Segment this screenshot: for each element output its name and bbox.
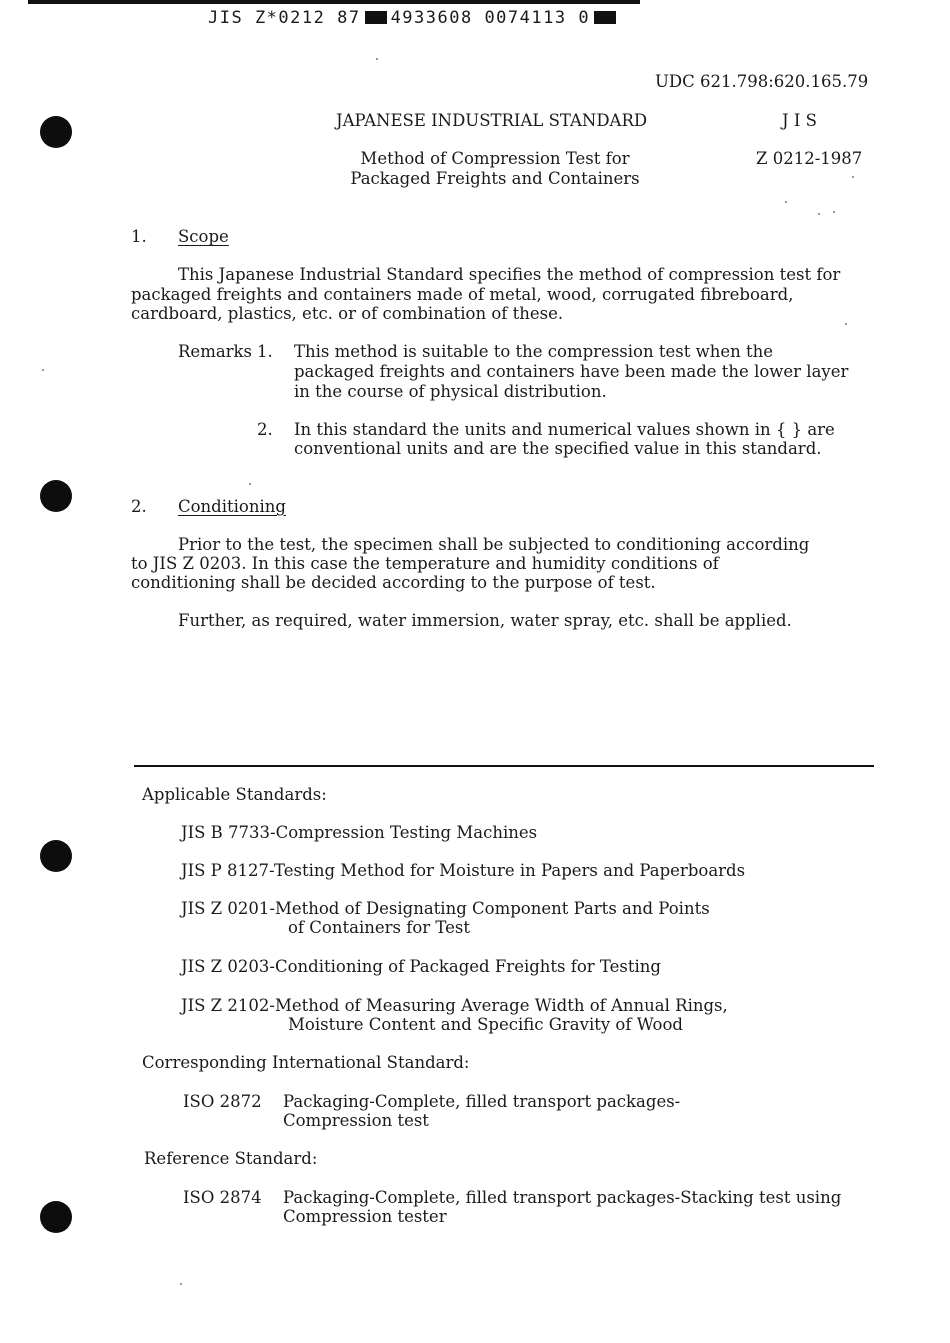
speck: [845, 323, 847, 325]
section-number: 2.: [131, 497, 147, 516]
remark-number: 1.: [257, 342, 273, 361]
remark-number: 2.: [257, 420, 273, 439]
remark-text-line: This method is suitable to the compression test when the: [294, 342, 773, 361]
iso-title-line: Compression test: [283, 1111, 429, 1130]
standard-item-cont: of Containers for Test: [288, 918, 470, 937]
remark-text-line: In this standard the units and numerical values shown in { } are: [294, 420, 835, 439]
remarks-label: Remarks: [178, 342, 253, 361]
standard-item: JIS P 8127-Testing Method for Moisture in Papers and Paperboards: [181, 861, 746, 880]
remark-text-line: conventional units and are the specified value in this standard.: [294, 439, 822, 458]
speck: [180, 1283, 182, 1285]
separator-line: [134, 765, 874, 767]
standard-item: JIS Z 0201-Method of Designating Component Parts and Points: [181, 899, 710, 918]
top-code: JIS Z*0212 87 4933608 0074113 0: [208, 8, 620, 28]
doc-title-line1: Method of Compression Test for: [360, 149, 630, 168]
standard-item: JIS Z 2102-Method of Measuring Average Width of Annual Rings,: [181, 996, 728, 1015]
standard-item-cont: Moisture Content and Specific Gravity of Wood: [288, 1015, 683, 1034]
standard-number: Z 0212-1987: [756, 149, 863, 168]
punch-hole: [40, 840, 72, 872]
speck: [818, 213, 820, 215]
block-mark: [594, 11, 616, 24]
iso-title-line: Packaging-Complete, filled transport packages-: [283, 1092, 681, 1111]
speck: [785, 201, 787, 203]
doc-title-line2: Packaged Freights and Containers: [350, 169, 640, 188]
iso-code: ISO 2872: [183, 1092, 262, 1111]
conditioning-text-line: Further, as required, water immersion, water spray, etc. shall be applied.: [178, 611, 792, 630]
speck: [833, 211, 835, 213]
block-mark: [365, 11, 387, 24]
remark-text-line: packaged freights and containers have been made the lower layer: [294, 362, 849, 381]
speck: [376, 58, 378, 60]
reference-standard-label: Reference Standard:: [144, 1149, 318, 1168]
conditioning-text-line: conditioning shall be decided according to the purpose of test.: [131, 573, 656, 592]
iso-code: ISO 2874: [183, 1188, 262, 1207]
speck: [852, 176, 854, 178]
international-standard-label: Corresponding International Standard:: [142, 1053, 470, 1072]
udc-number: UDC 621.798:620.165.79: [655, 72, 869, 91]
section-number: 1.: [131, 227, 147, 246]
iso-title-line: Packaging-Complete, filled transport packages-Stacking test using: [283, 1188, 842, 1207]
speck: [249, 483, 251, 485]
standard-item: JIS Z 0203-Conditioning of Packaged Freights for Testing: [181, 957, 661, 976]
section-title-conditioning: Conditioning: [178, 497, 286, 516]
conditioning-text-line: to JIS Z 0203. In this case the temperature and humidity conditions of: [131, 554, 719, 573]
jis-label: J I S: [782, 111, 817, 130]
speck: [42, 369, 44, 371]
punch-hole: [40, 116, 72, 148]
section-title-scope: Scope: [178, 227, 229, 246]
top-rule: [28, 0, 640, 4]
conditioning-text-line: Prior to the test, the specimen shall be subjected to conditioning according: [178, 535, 810, 554]
scope-text-line: cardboard, plastics, etc. or of combination of these.: [131, 304, 564, 323]
applicable-standards-label: Applicable Standards:: [142, 785, 327, 804]
scope-text-line: This Japanese Industrial Standard specifies the method of compression test for: [178, 265, 841, 284]
punch-hole: [40, 480, 72, 512]
remark-text-line: in the course of physical distribution.: [294, 382, 607, 401]
scope-text-line: packaged freights and containers made of metal, wood, corrugated fibreboard,: [131, 285, 794, 304]
standard-item: JIS B 7733-Compression Testing Machines: [181, 823, 538, 842]
standard-org: JAPANESE INDUSTRIAL STANDARD: [336, 111, 648, 130]
punch-hole: [40, 1201, 72, 1233]
iso-title-line: Compression tester: [283, 1207, 447, 1226]
